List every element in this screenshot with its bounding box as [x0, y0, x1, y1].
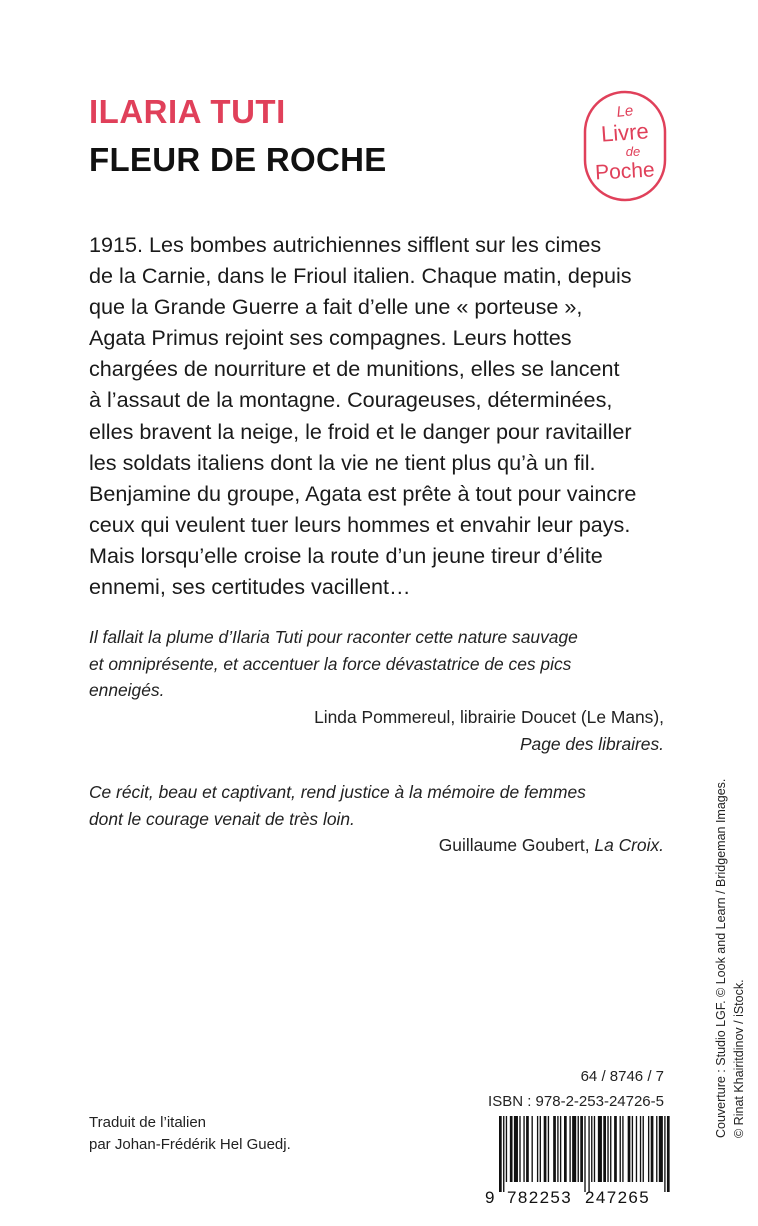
reference-code: 64 / 8746 / 7: [580, 1068, 664, 1085]
blurb-line: ennemi, ses certitudes vacillent…: [89, 574, 411, 600]
barcode-bar: [532, 1116, 533, 1182]
blurb-line: Benjamine du groupe, Agata est prête à tout pour vaincre: [89, 480, 637, 506]
blurb-line: elles bravent la neige, le froid et le danger pour ravitailler: [89, 418, 632, 444]
logo-text-poche: Poche: [594, 158, 656, 185]
barcode-bar: [564, 1116, 567, 1182]
logo-text-livre: Livre: [600, 118, 650, 147]
barcode-lead-digit: 9: [485, 1188, 495, 1207]
review-cite-2-author: Guillaume Goubert,: [438, 835, 595, 855]
logo-text-le: Le: [615, 102, 635, 121]
barcode-bar: [659, 1116, 663, 1182]
barcode-group-1: 782253: [507, 1188, 573, 1207]
translation-line-2: par Johan-Frédérik Hel Guedj.: [89, 1136, 291, 1153]
review-quote-1-line: et omniprésente, et accentuer la force dévastatrice de ces pics: [89, 653, 572, 674]
barcode-bar: [610, 1116, 611, 1182]
barcode-bar: [603, 1116, 606, 1182]
review-cite-2: [439, 832, 664, 859]
barcode-bar: [628, 1116, 631, 1182]
barcode-bar: [594, 1116, 595, 1182]
blurb-line: à l’assaut de la montagne. Courageuses, déterminées,: [89, 387, 613, 413]
barcode-bar: [526, 1116, 529, 1182]
barcode-bar: [519, 1116, 520, 1182]
barcode-bar: [572, 1116, 576, 1182]
author-name: ILARIA TUTI: [89, 93, 286, 130]
barcode-bar: [622, 1116, 623, 1182]
barcode-bar: [636, 1116, 637, 1182]
blurb-line: 1915. Les bombes autrichiennes sifflent sur les cimes: [89, 232, 602, 257]
barcode-bar: [640, 1116, 641, 1182]
barcode-bar: [578, 1116, 579, 1182]
review-quote-1-line: enneigés.: [89, 680, 165, 700]
barcode-bar: [667, 1116, 670, 1192]
cover-credit-line-2: © Rinat Khairitdinov / iStock.: [732, 979, 746, 1138]
blurb-line: que la Grande Guerre a fait d’elle une « porteuse »,: [89, 294, 583, 320]
barcode-bar: [540, 1116, 541, 1182]
review-cite-1-source: Page des libraires.: [519, 734, 664, 754]
blurb-line: ceux qui veulent tuer leurs hommes et envahir leur pays.: [89, 511, 631, 537]
barcode-bar: [591, 1116, 592, 1182]
blurb-line: Agata Primus rejoint ses compagnes. Leurs hottes: [89, 325, 572, 351]
barcode-bar: [620, 1116, 621, 1182]
barcode-bar: [523, 1116, 524, 1182]
barcode-bar: [648, 1116, 649, 1182]
barcode-bar: [614, 1116, 617, 1182]
barcode-bar: [607, 1116, 608, 1182]
barcode-bars: [499, 1116, 671, 1192]
blurb-line: les soldats italiens dont la vie ne tient plus qu’à un fil.: [89, 449, 596, 475]
barcode-bar: [580, 1116, 583, 1182]
review-cite-2-source: La Croix.: [594, 835, 664, 855]
barcode-bar: [560, 1116, 561, 1182]
review-cite-1-author: Linda Pommereul, librairie Doucet (Le Mans),: [314, 707, 664, 727]
barcode-bar: [557, 1116, 558, 1182]
barcode-bar: [588, 1116, 589, 1192]
barcode-group-2: 247265: [585, 1188, 651, 1207]
barcode-bar: [656, 1116, 657, 1182]
translation-line-1: Traduit de l’italien: [89, 1114, 207, 1131]
barcode-bar: [664, 1116, 665, 1192]
review-quote-1: [89, 624, 679, 704]
barcode-bar: [537, 1116, 538, 1182]
review-quote-2-line: dont le courage venait de très loin.: [89, 808, 355, 829]
barcode-bar: [506, 1116, 507, 1182]
blurb-line: chargées de nourriture et de munitions, elles se lancent: [89, 356, 620, 382]
barcode-bar: [651, 1116, 654, 1182]
barcode-bar: [569, 1116, 570, 1182]
review-quote-2: [89, 779, 679, 832]
barcode-bar: [584, 1116, 585, 1192]
barcode-bar: [548, 1116, 549, 1182]
blurb-line: de la Carnie, dans le Frioul italien. Chaque matin, depuis: [89, 263, 632, 289]
review-quote-2-line: Ce récit, beau et captivant, rend justice à la mémoire de femmes: [89, 782, 586, 802]
barcode-bar: [544, 1116, 547, 1182]
cover-credit-line-1: Couverture : Studio LGF. © Look and Learn / Bridgeman Images.: [714, 778, 728, 1138]
barcode: [485, 1116, 671, 1208]
barcode-bar: [503, 1116, 504, 1192]
barcode-bar: [643, 1116, 644, 1182]
blurb-line: Mais lorsqu’elle croise la route d’un jeune tireur d’élite: [89, 542, 603, 568]
blurb-text: [89, 229, 709, 602]
translation-credit: [89, 1112, 291, 1156]
barcode-bar: [632, 1116, 633, 1182]
barcode-bar: [514, 1116, 518, 1182]
cover-credits: [712, 779, 748, 1138]
le-livre-de-poche-logo: [583, 90, 667, 202]
book-title: FLEUR DE ROCHE: [89, 141, 387, 178]
logo-text-de: de: [625, 144, 641, 159]
isbn: ISBN : 978-2-253-24726-5: [488, 1093, 664, 1110]
barcode-bar: [598, 1116, 602, 1182]
review-quote-1-line: Il fallait la plume d’Ilaria Tuti pour raconter cette nature sauvage: [89, 627, 578, 647]
barcode-bar: [510, 1116, 513, 1182]
barcode-bar: [553, 1116, 556, 1182]
barcode-bar: [499, 1116, 502, 1192]
